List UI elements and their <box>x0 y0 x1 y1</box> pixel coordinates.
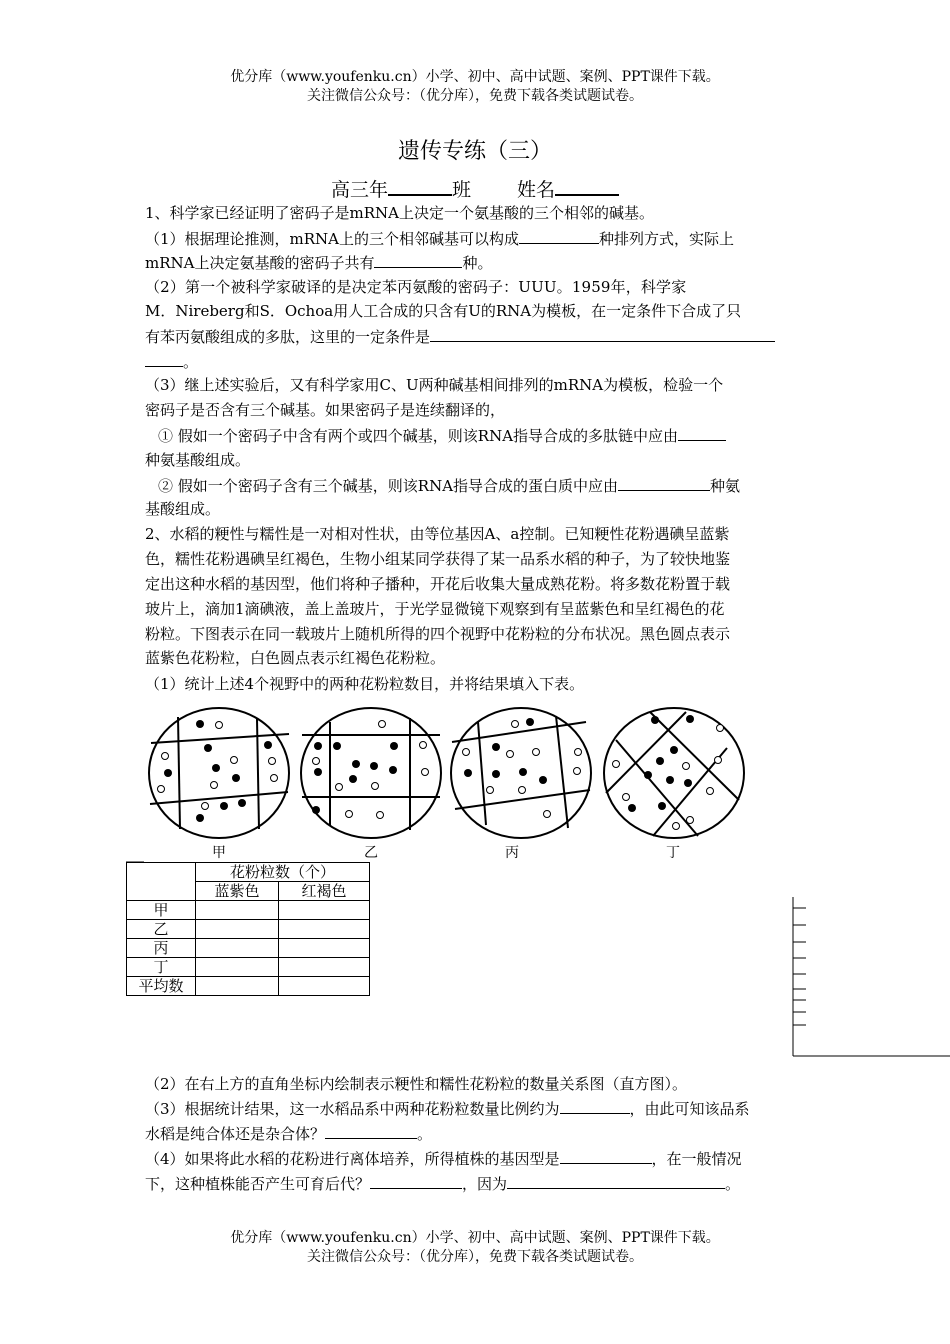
table-cell[interactable] <box>196 958 279 977</box>
name-label: 姓名 <box>517 179 556 201</box>
row-label: 甲 <box>127 901 196 920</box>
class-label: 班 <box>451 179 471 201</box>
table-cell[interactable] <box>279 920 370 939</box>
table-cell[interactable] <box>196 901 279 920</box>
q1-part3-line6: 基酸组成。 <box>145 500 221 518</box>
q2-line1: 2、水稻的粳性与糯性是一对相对性状，由等位基因A、a控制。已知粳性花粉遇碘呈蓝紫 <box>145 525 730 543</box>
q2-sub2: （2）在右上方的直角坐标内绘制表示粳性和糯性花粉粒的数量关系图（直方图）。 <box>145 1075 688 1093</box>
q2-sub4-line1: （4）如果将此水稻的花粉进行离体培养，所得植株的基因型是 ，在一般情况 <box>145 1150 742 1168</box>
q2-sub3-line2: 水稻是纯合体还是杂合体？ 。 <box>145 1125 433 1143</box>
q2-line5: 粉粒。下图表示在同一载玻片上随机所得的四个视野中花粉粒的分布状况。黑色圆点表示 <box>145 625 731 643</box>
table-cell[interactable] <box>279 939 370 958</box>
view-ding <box>604 708 744 838</box>
q2-sub1: （1）统计上述4个视野中的两种花粉粒数目，并将结果填入下表。 <box>145 675 585 693</box>
q1-intro: 1、科学家已经证明了密码子是mRNA上决定一个氨基酸的三个相邻的碱基。 <box>145 204 655 222</box>
row-label: 乙 <box>127 920 196 939</box>
table-cell[interactable] <box>196 920 279 939</box>
view-label-bing: 丙 <box>505 845 519 861</box>
view-yi <box>301 708 441 838</box>
answer-blank[interactable] <box>507 1173 725 1189</box>
header-line-2: 关注微信公众号：（优分库），免费下载各类试题试卷。 <box>307 88 643 104</box>
q2-line3: 定出这种水稻的基因型，他们将种子播种，开花后收集大量成熟花粉。将多数花粉置于载 <box>145 575 731 593</box>
table-cell[interactable] <box>196 977 279 996</box>
row-label: 丙 <box>127 939 196 958</box>
q2-sub4-line2: 下，这种植株能否产生可育后代？ ，因为 。 <box>145 1175 741 1193</box>
answer-blank[interactable] <box>430 326 775 342</box>
answer-blank[interactable] <box>560 1148 652 1164</box>
row-label: 平均数 <box>127 977 196 996</box>
answer-blank[interactable] <box>560 1098 630 1114</box>
footer-line-2: 关注微信公众号：（优分库），免费下载各类试题试卷。 <box>307 1249 643 1265</box>
name-blank[interactable] <box>555 176 619 196</box>
q2-line2: 色，糯性花粉遇碘呈红褐色，生物小组某同学获得了某一品系水稻的种子，为了较快地鉴 <box>145 550 731 568</box>
q1-part2-line3: 有苯丙氨酸组成的多肽，这里的一定条件是 <box>145 326 807 347</box>
view-label-yi: 乙 <box>364 845 378 861</box>
column-blue-purple: 蓝紫色 <box>196 882 279 901</box>
pollen-count-table <box>126 862 370 996</box>
view-label-jia: 甲 <box>212 845 226 861</box>
q1-part2-line4: 。 <box>145 351 807 372</box>
footer-line-1: 优分库（www.youfenku.cn）小学、初中、高中试题、案例、PPT课件下载。 <box>230 1230 720 1246</box>
answer-blank[interactable] <box>678 425 726 441</box>
row-label: 丁 <box>127 958 196 977</box>
answer-blank[interactable] <box>325 1123 417 1139</box>
q1-part3-line5: ② 假如一个密码子含有三个碱基，则该RNA指导合成的蛋白质中应由 种氨 <box>158 477 741 495</box>
column-red-brown: 红褐色 <box>279 882 370 901</box>
q1-part3-line4: 种氨基酸组成。 <box>145 451 251 469</box>
view-label-ding: 丁 <box>666 845 680 861</box>
grade-label: 高三年 <box>330 179 388 201</box>
answer-blank[interactable] <box>519 228 599 244</box>
answer-blank[interactable] <box>374 252 462 268</box>
table-cell[interactable] <box>196 939 279 958</box>
view-jia <box>149 708 289 838</box>
q1-part1-line2: mRNA上决定氨基酸的密码子共有 种。 <box>145 254 493 272</box>
q2-sub3-line1: （3）根据统计结果，这一水稻品系中两种花粉粒数量比例约为 ，由此可知该品系 <box>145 1100 750 1118</box>
answer-blank[interactable] <box>618 475 710 491</box>
q2-line6: 蓝紫色花粉粒，白色圆点表示红褐色花粉粒。 <box>145 649 446 667</box>
table-cell[interactable] <box>279 958 370 977</box>
q1-part2-line2: M．Nireberg和S．Ochoa用人工合成的只含有U的RNA为模板，在一定条件下合成了只 <box>145 302 742 320</box>
table-header-main: 花粉粒数（个） <box>196 863 370 882</box>
q1-part2-line1: （2）第一个被科学家破译的是决定苯丙氨酸的密码子：UUU。1959年，科学家 <box>145 278 687 296</box>
table-corner <box>127 863 196 901</box>
q1-part3-line1: （3）继上述实验后，又有科学家用C、U两种碱基相间排列的mRNA为模板，检验一个 <box>145 376 724 394</box>
q1-part1-line1: （1）根据理论推测，mRNA上的三个相邻碱基可以构成 种排列方式，实际上 <box>145 230 735 248</box>
answer-blank[interactable] <box>370 1173 462 1189</box>
page-title: 遗传专练（三） <box>397 139 552 164</box>
class-blank[interactable] <box>388 176 452 196</box>
answer-blank[interactable] <box>145 351 183 367</box>
q1-part3-line3: ① 假如一个密码子中含有两个或四个碱基，则该RNA指导合成的多肽链中应由 <box>158 425 820 446</box>
view-bing <box>451 708 591 838</box>
student-info <box>0 175 950 202</box>
table-cell[interactable] <box>279 901 370 920</box>
q2-line4: 玻片上，滴加1滴碘液，盖上盖玻片，于光学显微镜下观察到有呈蓝紫色和呈红褐色的花 <box>145 600 725 618</box>
q1-part3-line2: 密码子是否含有三个碱基。如果密码子是连续翻译的， <box>145 401 506 419</box>
header-line-1: 优分库（www.youfenku.cn）小学、初中、高中试题、案例、PPT课件下载。 <box>230 69 720 85</box>
table-cell[interactable] <box>279 977 370 996</box>
